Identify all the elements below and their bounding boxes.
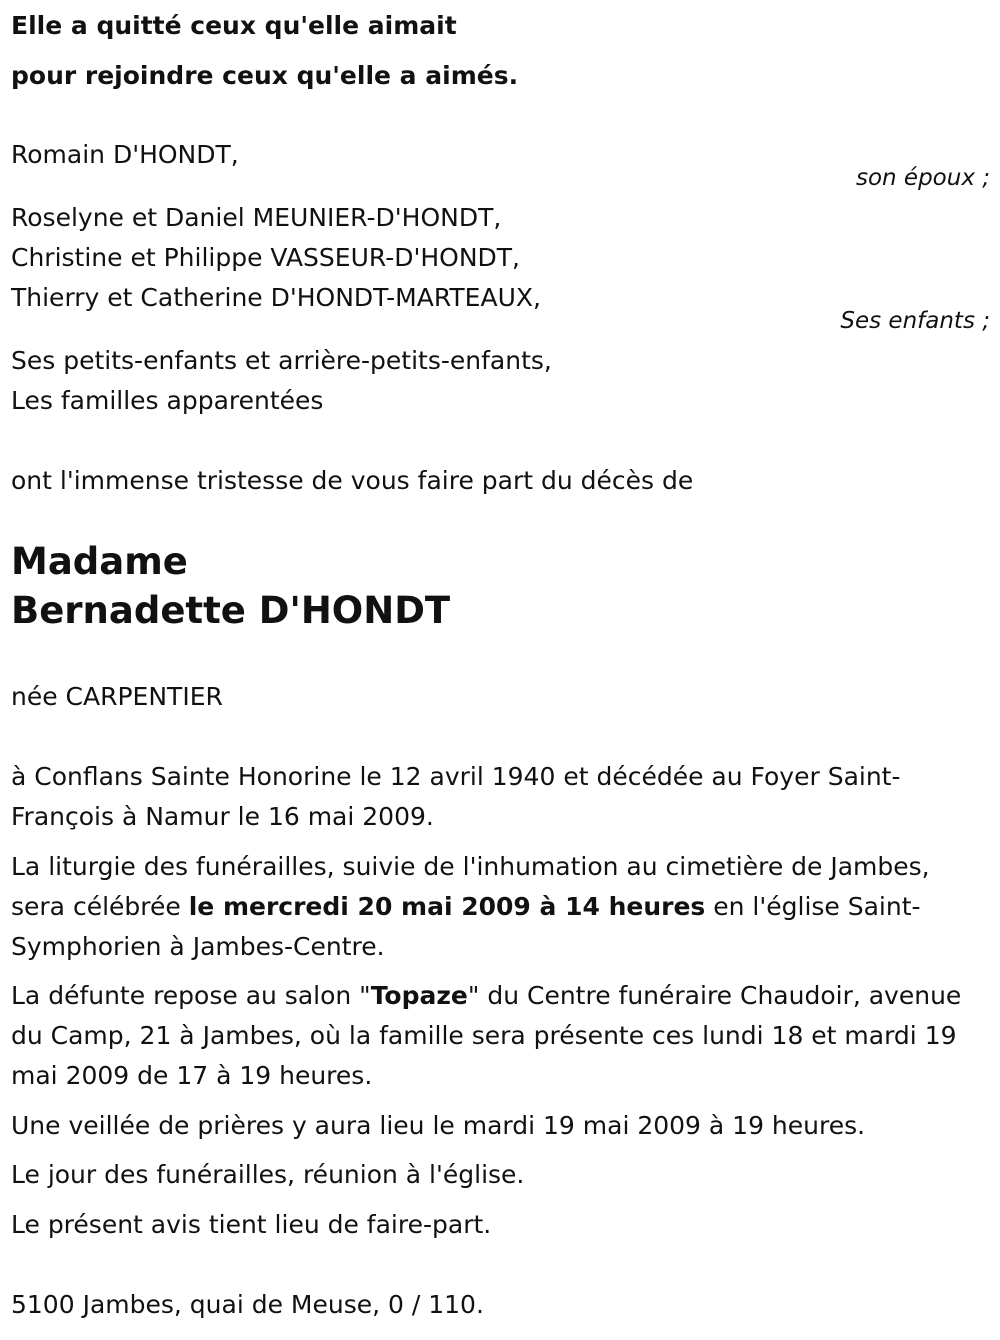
spouse-name: Romain D'HONDT, [11, 140, 239, 169]
rest-suffix: " du Centre funéraire Chaudoir, avenue du Camp, 21 à Jambes, où la famille sera présente ces lundi 18 et mardi 19 mai 2009 de 17 à 19 heures. [11, 981, 962, 1090]
relatives-line: Les familles apparentées [11, 386, 324, 415]
rest-prefix: La défunte repose au salon " [11, 981, 371, 1010]
grandchildren-line: Ses petits-enfants et arrière-petits-enfants, [11, 346, 552, 375]
salon-name: Topaze [370, 981, 468, 1010]
liturgy-prefix: La liturgie des funérailles, suivie de l'inhumation au cimetière de Jambes, sera célébrée [11, 852, 930, 921]
child-line-2: Christine et Philippe VASSEUR-D'HONDT, [11, 243, 521, 272]
epigraph-line-2: pour rejoindre ceux qu'elle a aimés. [11, 61, 519, 90]
spouse-role: son époux ; [855, 165, 990, 191]
maiden-name: née CARPENTIER [11, 682, 223, 711]
child-line-3: Thierry et Catherine D'HONDT-MARTEAUX, [11, 283, 541, 312]
announcement-line: ont l'immense tristesse de vous faire part du décès de [11, 466, 694, 495]
meeting-line: Le jour des funérailles, réunion à l'église. [11, 1160, 525, 1189]
notice-line: Le présent avis tient lieu de faire-part. [11, 1210, 492, 1239]
liturgy-suffix: en l'église Saint-Symphorien à Jambes-Centre. [11, 892, 921, 961]
rest-paragraph [11, 976, 991, 1096]
children-role: Ses enfants ; [840, 308, 990, 334]
birth-death-paragraph: à Conflans Sainte Honorine le 12 avril 1940 et décédée au Foyer Saint-François à Namur le 16 mai 2009. [11, 762, 901, 831]
vigil-line: Une veillée de prières y aura lieu le mardi 19 mai 2009 à 19 heures. [11, 1111, 866, 1140]
epigraph-line-1: Elle a quitté ceux qu'elle aimait [11, 11, 457, 40]
liturgy-date: le mercredi 20 mai 2009 à 14 heures [188, 892, 706, 921]
address-line: 5100 Jambes, quai de Meuse, 0 / 110. [11, 1290, 484, 1319]
liturgy-paragraph [11, 847, 991, 967]
deceased-title: Madame [11, 540, 188, 583]
deceased-name: Bernadette D'HONDT [11, 589, 451, 632]
child-line-1: Roselyne et Daniel MEUNIER-D'HONDT, [11, 203, 502, 232]
